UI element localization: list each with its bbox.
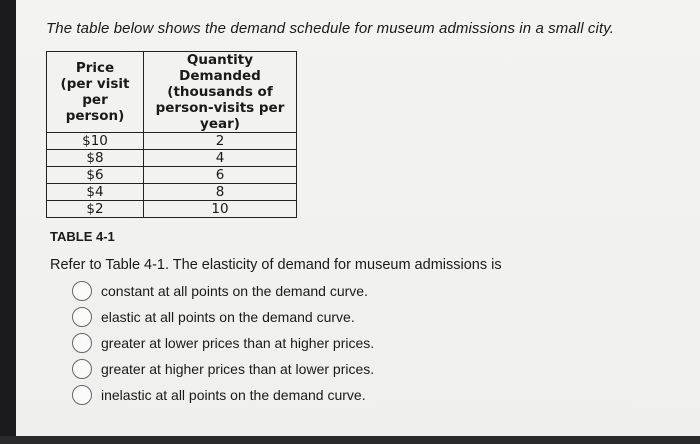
quantity-cell: 10 — [144, 201, 297, 218]
option-label: inelastic at all points on the demand curve. — [101, 387, 366, 403]
price-cell: $4 — [47, 184, 144, 201]
radio-button[interactable] — [72, 359, 92, 379]
answer-option[interactable] — [72, 278, 374, 304]
intro-text: The table below shows the demand schedule for museum admissions in a small city. — [46, 20, 614, 37]
price-cell: $8 — [47, 150, 144, 167]
answer-option[interactable] — [72, 356, 374, 382]
table-row — [47, 184, 297, 201]
table-row — [47, 133, 297, 150]
bottom-bezel — [0, 436, 700, 444]
option-label: constant at all points on the demand curve. — [101, 283, 368, 299]
quantity-cell: 8 — [144, 184, 297, 201]
screen — [16, 0, 700, 436]
quantity-cell: 2 — [144, 133, 297, 150]
price-cell: $6 — [47, 167, 144, 184]
question-text: Refer to Table 4-1. The elasticity of demand for museum admissions is — [50, 257, 502, 273]
table-row — [47, 167, 297, 184]
table-header-row — [47, 52, 297, 133]
price-cell: $10 — [47, 133, 144, 150]
answer-option[interactable] — [72, 330, 374, 356]
quantity-cell: 6 — [144, 167, 297, 184]
table-row — [47, 201, 297, 218]
quantity-cell: 4 — [144, 150, 297, 167]
radio-button[interactable] — [72, 333, 92, 353]
option-label: greater at lower prices than at higher prices. — [101, 335, 375, 351]
table-row — [47, 150, 297, 167]
option-label: greater at higher prices than at lower prices. — [101, 361, 375, 377]
radio-button[interactable] — [72, 307, 92, 327]
answer-options — [72, 278, 374, 408]
quantity-column-header: Quantity Demanded (thousands of person-visits per year) — [144, 52, 297, 133]
price-column-header: Price (per visit per person) — [47, 52, 144, 133]
demand-schedule-table — [46, 51, 297, 218]
radio-button[interactable] — [72, 281, 92, 301]
price-cell: $2 — [47, 201, 144, 218]
radio-button[interactable] — [72, 385, 92, 405]
table-caption: TABLE 4-1 — [50, 229, 115, 244]
option-label: elastic at all points on the demand curve. — [101, 309, 355, 325]
answer-option[interactable] — [72, 304, 374, 330]
answer-option[interactable] — [72, 382, 374, 408]
